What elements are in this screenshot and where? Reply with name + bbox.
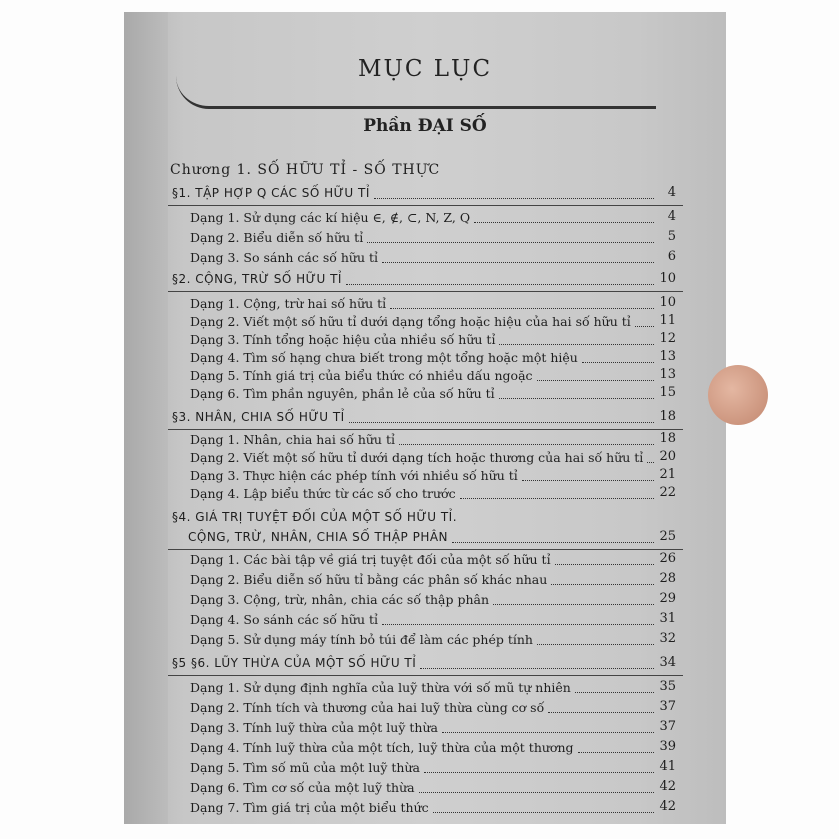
toc-entry-label: Dạng 3. Tính luỹ thừa của một luỹ thừa bbox=[190, 720, 438, 735]
toc-entry-page: 5 bbox=[667, 229, 676, 244]
part-title: Phần ĐẠI SỐ bbox=[363, 116, 487, 136]
toc-subentry bbox=[124, 570, 726, 590]
toc-subentry bbox=[124, 484, 726, 504]
toc-leader-dots bbox=[460, 498, 654, 499]
toc-entry-page: 13 bbox=[659, 349, 676, 364]
toc-entry-page: 39 bbox=[659, 739, 676, 754]
toc-subentry bbox=[124, 698, 726, 718]
toc-leader-dots bbox=[420, 668, 654, 669]
toc-entry-label: Dạng 2. Viết một số hữu tỉ dưới dạng tích hoặc thương của hai số hữu tỉ bbox=[190, 450, 644, 465]
book-page bbox=[124, 12, 726, 824]
toc-entry-label: §2. CỘNG, TRỪ SỐ HỮU TỈ bbox=[172, 272, 342, 286]
toc-section-entry bbox=[124, 528, 726, 548]
toc-subentry bbox=[124, 678, 726, 698]
toc-entry-label: Dạng 1. Sử dụng định nghĩa của luỹ thừa với số mũ tự nhiên bbox=[190, 680, 571, 695]
toc-entry-page: 37 bbox=[659, 719, 676, 734]
toc-entry-page: 42 bbox=[659, 799, 676, 814]
toc-leader-dots bbox=[424, 772, 654, 773]
toc-entry-label: §5 §6. LŨY THỪA CỦA MỘT SỐ HỮU TỈ bbox=[172, 656, 417, 670]
toc-subentry bbox=[124, 294, 726, 314]
toc-entry-label: Dạng 6. Tìm phần nguyên, phần lẻ của số hữu tỉ bbox=[190, 386, 495, 401]
toc-entry-label: §3. NHÂN, CHIA SỐ HỮU TỈ bbox=[172, 410, 345, 424]
toc-entry-page: 15 bbox=[659, 385, 676, 400]
toc-subentry bbox=[124, 330, 726, 350]
toc-entry-label: Dạng 5. Sử dụng máy tính bỏ túi để làm các phép tính bbox=[190, 632, 533, 647]
toc-entry-page: 28 bbox=[659, 571, 676, 586]
toc-leader-dots bbox=[647, 462, 654, 463]
toc-entry-page: 34 bbox=[659, 655, 676, 670]
toc-leader-dots bbox=[548, 712, 654, 713]
toc-entry-label: Dạng 2. Viết một số hữu tỉ dưới dạng tổng hoặc hiệu của hai số hữu tỉ bbox=[190, 314, 631, 329]
toc-entry-page: 42 bbox=[659, 779, 676, 794]
toc-subentry bbox=[124, 448, 726, 468]
toc-entry-label: Dạng 3. Tính tổng hoặc hiệu của nhiều số hữu tỉ bbox=[190, 332, 496, 347]
toc-entry-label: Dạng 3. Thực hiện các phép tính với nhiều số hữu tỉ bbox=[190, 468, 518, 483]
thumb-finger bbox=[708, 365, 768, 425]
toc-leader-dots bbox=[493, 604, 654, 605]
toc-section-entry bbox=[124, 508, 726, 528]
toc-subentry bbox=[124, 718, 726, 738]
toc-entry-label: Dạng 4. Tính luỹ thừa của một tích, luỹ thừa của một thương bbox=[190, 740, 574, 755]
toc-subentry bbox=[124, 738, 726, 758]
toc-section-entry bbox=[124, 270, 726, 290]
section-rule bbox=[168, 205, 683, 206]
toc-entry-label: Dạng 2. Tính tích và thương của hai luỹ thừa cùng cơ số bbox=[190, 700, 545, 715]
toc-entry-label: Dạng 5. Tìm số mũ của một luỹ thừa bbox=[190, 760, 420, 775]
toc-leader-dots bbox=[551, 584, 654, 585]
toc-subentry bbox=[124, 228, 726, 248]
toc-entry-label: Dạng 4. Tìm số hạng chưa biết trong một tổng hoặc một hiệu bbox=[190, 350, 578, 365]
toc-entry-page: 10 bbox=[659, 295, 676, 310]
toc-subentry bbox=[124, 758, 726, 778]
section-rule bbox=[168, 675, 683, 676]
toc-entry-page: 11 bbox=[659, 313, 676, 328]
toc-section-entry bbox=[124, 184, 726, 204]
toc-leader-dots bbox=[442, 732, 654, 733]
toc-entry-page: 41 bbox=[659, 759, 676, 774]
toc-entry-page: 4 bbox=[667, 209, 676, 224]
toc-entry-page: 4 bbox=[667, 185, 676, 200]
toc-subentry bbox=[124, 798, 726, 818]
toc-entry-label: Dạng 6. Tìm cơ số của một luỹ thừa bbox=[190, 780, 415, 795]
toc-entry-page: 25 bbox=[659, 529, 676, 544]
toc-leader-dots bbox=[433, 812, 654, 813]
toc-entry-page: 18 bbox=[659, 409, 676, 424]
toc-leader-dots bbox=[537, 380, 654, 381]
toc-entry-page: 22 bbox=[659, 485, 676, 500]
toc-entry-label: Dạng 2. Biểu diễn số hữu tỉ bằng các phân số khác nhau bbox=[190, 572, 548, 587]
title-decorative-rule bbox=[176, 76, 656, 109]
toc-leader-dots bbox=[349, 422, 654, 423]
toc-leader-dots bbox=[537, 644, 654, 645]
toc-entry-label: §4. GIÁ TRỊ TUYỆT ĐỐI CỦA MỘT SỐ HỮU TỈ. bbox=[172, 510, 458, 524]
toc-entry-page: 35 bbox=[659, 679, 676, 694]
toc-entry-page: 31 bbox=[659, 611, 676, 626]
toc-subentry bbox=[124, 384, 726, 404]
toc-leader-dots bbox=[499, 398, 654, 399]
toc-leader-dots bbox=[575, 692, 654, 693]
toc-section-entry bbox=[124, 654, 726, 674]
toc-section-entry bbox=[124, 408, 726, 428]
toc-entry-label: Dạng 3. Cộng, trừ, nhân, chia các số thập phân bbox=[190, 592, 490, 607]
toc-entry-page: 32 bbox=[659, 631, 676, 646]
toc-leader-dots bbox=[346, 284, 654, 285]
toc-entry-label: CỘNG, TRỪ, NHÂN, CHIA SỐ THẬP PHÂN bbox=[188, 530, 449, 544]
toc-entry-label: Dạng 4. Lập biểu thức từ các số cho trước bbox=[190, 486, 456, 501]
toc-subentry bbox=[124, 366, 726, 386]
toc-entry-page: 12 bbox=[659, 331, 676, 346]
toc-entry-label: Dạng 2. Biểu diễn số hữu tỉ bbox=[190, 230, 364, 245]
toc-subentry bbox=[124, 590, 726, 610]
toc-leader-dots bbox=[419, 792, 654, 793]
toc-leader-dots bbox=[555, 564, 654, 565]
toc-entry-page: 26 bbox=[659, 551, 676, 566]
toc-entry-label: Dạng 1. Các bài tập về giá trị tuyệt đối của một số hữu tỉ bbox=[190, 552, 551, 567]
toc-subentry bbox=[124, 208, 726, 228]
toc-entry-page: 13 bbox=[659, 367, 676, 382]
toc-entry-label: Dạng 1. Cộng, trừ hai số hữu tỉ bbox=[190, 296, 387, 311]
toc-leader-dots bbox=[452, 542, 654, 543]
toc-entry-label: Dạng 5. Tính giá trị của biểu thức có nhiều dấu ngoặc bbox=[190, 368, 533, 383]
toc-entry-page: 18 bbox=[659, 431, 676, 446]
toc-entry-page: 6 bbox=[667, 249, 676, 264]
toc-leader-dots bbox=[382, 262, 654, 263]
toc-subentry bbox=[124, 778, 726, 798]
toc-entry-page: 21 bbox=[659, 467, 676, 482]
toc-subentry bbox=[124, 630, 726, 650]
chapter-label: Chương 1. SỐ HỮU TỈ - SỐ THỰC bbox=[170, 162, 441, 178]
toc-entry-label: Dạng 3. So sánh các số hữu tỉ bbox=[190, 250, 379, 265]
toc-leader-dots bbox=[474, 222, 654, 223]
toc-subentry bbox=[124, 348, 726, 368]
toc-subentry bbox=[124, 312, 726, 332]
toc-leader-dots bbox=[582, 362, 654, 363]
section-rule bbox=[168, 291, 683, 292]
toc-leader-dots bbox=[390, 308, 654, 309]
toc-entry-page: 10 bbox=[659, 271, 676, 286]
chapter-heading bbox=[124, 162, 726, 182]
toc-subentry bbox=[124, 430, 726, 450]
toc-title: MỤC LỤC bbox=[357, 56, 493, 82]
toc-entry-label: §1. TẬP HỢP Q CÁC SỐ HỮU TỈ bbox=[172, 186, 370, 200]
toc-entry-label: Dạng 1. Nhân, chia hai số hữu tỉ bbox=[190, 432, 395, 447]
toc-leader-dots bbox=[522, 480, 654, 481]
toc-entry-label: Dạng 7. Tìm giá trị của một biểu thức bbox=[190, 800, 429, 815]
toc-entry-page: 37 bbox=[659, 699, 676, 714]
toc-subentry bbox=[124, 248, 726, 268]
toc-leader-dots bbox=[635, 326, 654, 327]
toc-leader-dots bbox=[499, 344, 654, 345]
toc-subentry bbox=[124, 466, 726, 486]
toc-subentry bbox=[124, 610, 726, 630]
toc-leader-dots bbox=[367, 242, 654, 243]
toc-subentry bbox=[124, 550, 726, 570]
toc-entry-page: 29 bbox=[659, 591, 676, 606]
toc-leader-dots bbox=[382, 624, 654, 625]
toc-leader-dots bbox=[374, 198, 654, 199]
toc-entry-label: Dạng 4. So sánh các số hữu tỉ bbox=[190, 612, 379, 627]
toc-entry-label: Dạng 1. Sử dụng các kí hiệu ∈, ∉, ⊂, N, Z, Q bbox=[190, 210, 471, 225]
toc-leader-dots bbox=[399, 444, 654, 445]
toc-leader-dots bbox=[578, 752, 654, 753]
toc-entry-page: 20 bbox=[659, 449, 676, 464]
